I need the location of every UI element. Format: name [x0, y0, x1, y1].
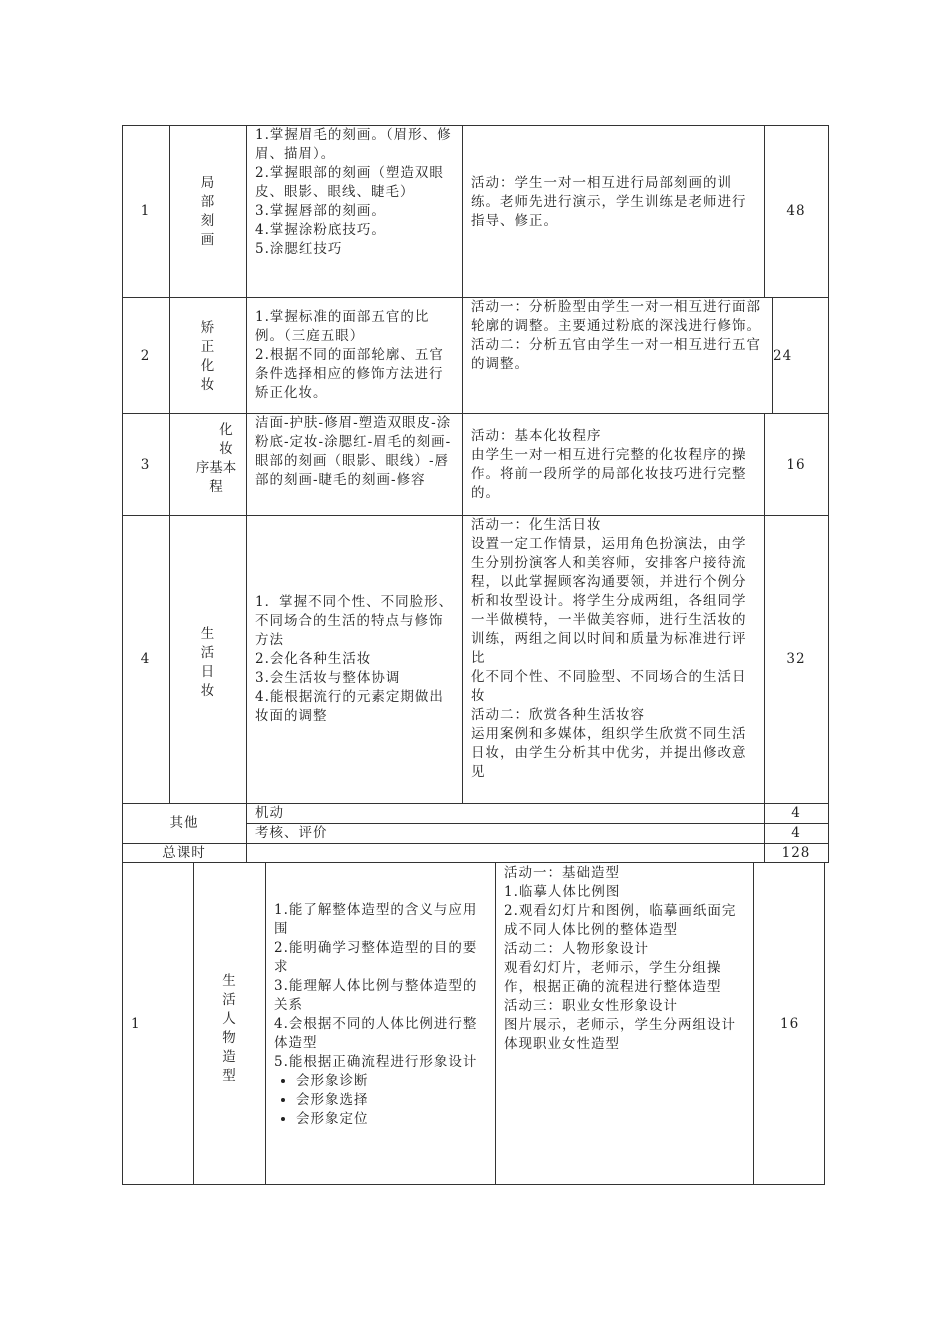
goal-item: 3.能理解人体比例与整体造型的关系 — [274, 978, 478, 1013]
title-char: 矫 — [200, 320, 215, 336]
goal-item: 3.掌握唇部的刻画。 — [255, 203, 386, 219]
activity-item: 活动二：人物形象设计 — [504, 941, 649, 957]
goal-item: 1.能了解整体造型的含义与应用围 — [274, 902, 478, 937]
goal-item: 2.能明确学习整体造型的目的要求 — [274, 940, 478, 975]
other-label: 其他 — [169, 815, 199, 831]
goal-item: 1.掌握眉毛的刻画。（眉形、修眉、描眉）。 — [255, 127, 452, 162]
goal-item: 2.根据不同的面部轮廓、五官条件选择相应的修饰方法进行矫正化妆。 — [255, 347, 444, 401]
title-char: 妆 — [200, 377, 215, 393]
activity-item: 2.观看幻灯片和图例，临摹画纸面完成不同人体比例的整体造型 — [504, 903, 737, 938]
t2-activities — [504, 864, 748, 1054]
row1-number: 1 — [140, 203, 151, 219]
activity-item: 设置一定工作情景，运用角色扮演法，由学生分别扮演客人和美容师，安排客户接待流程，以此掌握顾客沟通要领，并进行个例分析和妆型设计。将学生分成两组，各组同学一半做模特，一半做美容师，进行生活妆的训练，两组之间以时间和质量为标准进行评比 — [471, 536, 747, 666]
title-char: 刻 — [200, 213, 215, 229]
t2-number: 1 — [131, 1016, 141, 1032]
skill-bullet-list — [274, 1072, 488, 1129]
row4-goals — [255, 593, 455, 726]
activity-item: 1.临摹人体比例图 — [504, 884, 621, 900]
t2-goals — [274, 901, 488, 1129]
row2-goals — [255, 308, 455, 403]
row4-number: 4 — [140, 651, 151, 667]
title-char: 生 — [222, 973, 236, 989]
goal-item: 2.掌握眼部的刻画（塑造双眼皮、眼影、眼线、睫毛） — [255, 165, 444, 200]
title-char: 活 — [200, 645, 215, 661]
goal-item: 1.掌握标准的面部五官的比例。（三庭五眼） — [255, 309, 430, 344]
title-char: 正 — [200, 339, 215, 355]
row3-title — [176, 421, 256, 497]
activity-item: 图片展示，老师示，学生分两组设计体现职业女性造型 — [504, 1017, 736, 1052]
activity-item: 观看幻灯片，老师示，学生分组操作，根据正确的流程进行整体造型 — [504, 960, 722, 995]
row4-title — [169, 625, 246, 701]
activity-item: 活动一：化生活日妆 — [471, 517, 602, 533]
title-char: 活 — [222, 992, 236, 1008]
activity-item: 运用案例和多媒体，组织学生欣赏不同生活日妆，由学生分析其中优劣，并提出修改意见 — [471, 726, 747, 780]
activity-item: 活动二：欣赏各种生活妆容 — [471, 707, 645, 723]
goal-item: 洁面-护肤-修眉-塑造双眼皮-涂粉底-定妆-涂腮红-眉毛的刻画-眼部的刻画（眼影、眼线）-唇部的刻画-睫毛的刻画-修容 — [255, 415, 452, 488]
row2-activities — [471, 298, 763, 374]
goal-item: 4.会根据不同的人体比例进行整体造型 — [274, 1016, 478, 1051]
goal-item: 5.涂腮红技巧 — [255, 241, 343, 257]
other-hours-1: 4 — [791, 805, 801, 821]
title-char: 程 — [209, 479, 223, 495]
title-char: 化 — [219, 422, 233, 438]
activity-item: 化不同个性、不同脸型、不同场合的生活日妆 — [471, 669, 747, 704]
goal-item: 5.能根据正确流程进行形象设计 — [274, 1054, 478, 1070]
row2-number: 2 — [140, 348, 151, 364]
bullet-item: • 会形象选择 — [296, 1091, 488, 1110]
goal-item: 1．掌握不同个性、不同脸形、不同场合的生活的特点与修饰方法 — [255, 594, 454, 648]
row1-hours: 48 — [786, 203, 806, 219]
row4-activities — [471, 516, 759, 782]
activity-item: 活动三：职业女性形象设计 — [504, 998, 678, 1014]
row2-hours: 24 — [773, 348, 793, 364]
title-char: 部 — [200, 194, 215, 210]
goal-item: 3.会生活妆与整体协调 — [255, 670, 401, 686]
activity-item: 活动二：分析五官由学生一对一相互进行五官的调整。 — [471, 337, 761, 372]
bullet-item: • 会形象诊断 — [296, 1072, 488, 1091]
title-char: 物 — [222, 1030, 236, 1046]
other-hours-2: 4 — [791, 825, 801, 841]
title-char: 序基本 — [195, 460, 237, 476]
total-label: 总课时 — [162, 845, 206, 861]
title-char: 化 — [200, 358, 215, 374]
row2-title — [169, 319, 246, 395]
activity-item: 活动一：分析脸型由学生一对一相互进行面部轮廓的调整。主要通过粉底的深浅进行修饰。 — [471, 299, 761, 334]
goal-item: 4.掌握涂粉底技巧。 — [255, 222, 386, 238]
title-char: 局 — [200, 175, 215, 191]
row1-title — [169, 174, 246, 250]
row1-goals — [255, 126, 455, 259]
row3-number: 3 — [140, 457, 151, 473]
row3-activities — [471, 427, 757, 503]
total-hours: 128 — [781, 845, 811, 861]
title-char: 人 — [222, 1011, 236, 1027]
activity-item: 活动：基本化妆程序 — [471, 428, 602, 444]
row3-hours: 16 — [786, 457, 806, 473]
title-char: 生 — [200, 626, 215, 642]
t2-hours: 16 — [780, 1016, 800, 1032]
other-item-1: 机动 — [255, 805, 284, 821]
other-item-2: 考核、评价 — [255, 825, 328, 841]
title-char: 造 — [222, 1049, 236, 1065]
activity-item: 活动：学生一对一相互进行局部刻画的训练。老师先进行演示，学生训练是老师进行指导、修正。 — [471, 175, 747, 229]
title-char: 妆 — [219, 441, 233, 457]
row3-goals — [255, 414, 455, 490]
activity-item: 由学生一对一相互进行完整的化妆程序的操作。将前一段所学的局部化妆技巧进行完整的。 — [471, 447, 747, 501]
goal-item: 2.会化各种生活妆 — [255, 651, 372, 667]
goal-item: 4.能根据流行的元素定期做出妆面的调整 — [255, 689, 444, 724]
activity-item: 活动一：基础造型 — [504, 865, 620, 881]
t2-title — [193, 972, 265, 1086]
row4-hours: 32 — [786, 651, 806, 667]
row1-activities — [471, 174, 757, 231]
title-char: 妆 — [200, 683, 215, 699]
title-char: 日 — [200, 664, 215, 680]
bullet-item: • 会形象定位 — [296, 1110, 488, 1129]
title-char: 画 — [200, 232, 215, 248]
title-char: 型 — [222, 1068, 236, 1084]
